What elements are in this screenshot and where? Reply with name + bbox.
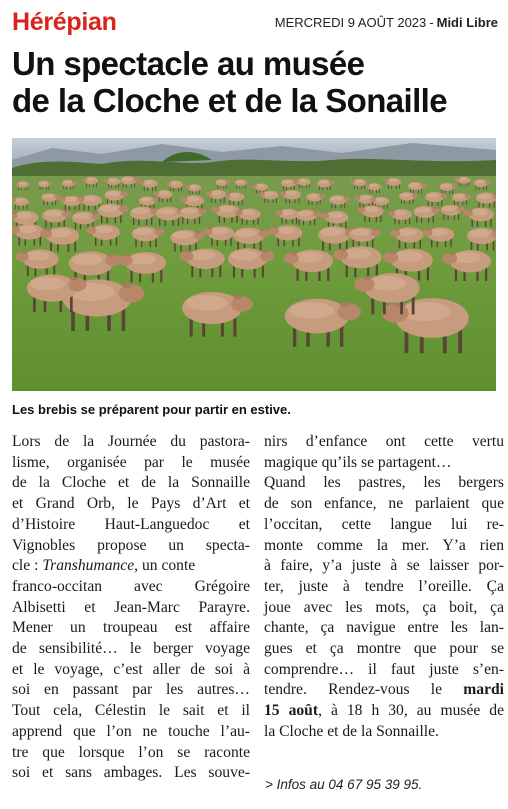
body-line: Quand les pastres, les bergers: [264, 474, 504, 492]
body-line: soi en passant par les autres…: [12, 681, 250, 699]
body-text: cle :: [12, 557, 43, 575]
body-line: tre que lorsque l’on se raconte: [12, 743, 250, 761]
body-line: [264, 680, 504, 701]
event-date: 15 août: [264, 702, 319, 720]
sheep-meadow-illustration: [12, 138, 496, 391]
headline-line-1: Un spectacle au musée: [12, 45, 365, 82]
body-line: d’Histoire Haut-Languedoc et: [12, 515, 250, 533]
article-photo: [12, 138, 496, 391]
body-line: joue avec les mots, ça boit, ça: [264, 598, 504, 616]
body-line: Tout cela, Célestin le sait et il: [12, 702, 250, 720]
body-line: lisme, organisée par le musée: [12, 453, 250, 471]
body-line: apprend que l’on ne touche l’au-: [12, 722, 250, 740]
body-line: soi et sans ambages. Les souve-: [12, 764, 250, 782]
body-line: Albisetti et Jean-Marc Parayre.: [12, 598, 250, 616]
article-headline: [12, 45, 502, 119]
dateline-separator: -: [429, 15, 434, 30]
body-line: Lors de la Journée du pastora-: [12, 433, 250, 450]
body-line: l’occitan, cette langue lui re-: [264, 515, 504, 533]
body-line: chante, ça navigue entre les lan-: [264, 619, 504, 637]
newspaper-name: Midi Libre: [436, 15, 498, 30]
body-text: , un conte: [134, 557, 196, 575]
body-line: de sensibilité… le berger voyage: [12, 640, 250, 658]
body-line: Vignobles propose un specta-: [12, 536, 250, 554]
body-line: de son enfance, ne parlaient que: [264, 495, 504, 513]
dateline: [275, 15, 498, 31]
body-line: monte comme la mer. Y’a rien: [264, 536, 504, 554]
town-name: Hérépian: [12, 8, 117, 36]
body-line: et le voyage, c’est aller de soi à: [12, 660, 250, 678]
body-line: de la Cloche et de la Sonnaille: [12, 474, 250, 492]
body-line: [12, 556, 250, 577]
photo-caption: Les brebis se préparent pour partir en estive.: [12, 402, 291, 417]
body-line: à faire, y’a juste à se laisser por-: [264, 557, 504, 575]
body-line: magique qu’ils se partagent…: [264, 453, 452, 471]
body-line: et Grand Orb, le Pays d’Art et: [12, 495, 250, 513]
body-line: comprendre… il faut juste s’en-: [264, 660, 504, 678]
body-line: gues et ça montre que pour se: [264, 640, 504, 658]
body-line: [264, 701, 504, 722]
show-title: Transhumance: [42, 557, 135, 575]
headline-line-2: de la Cloche et de la Sonaille: [12, 82, 447, 119]
info-phone: > Infos au 04 67 95 39 95.: [265, 777, 423, 792]
body-line: Mener un troupeau est affaire: [12, 619, 250, 637]
article-column-1: [12, 432, 250, 784]
event-day: mardi: [463, 681, 504, 699]
publication-date: MERCREDI 9 AOÛT 2023: [274, 15, 427, 30]
article-column-2: [264, 432, 504, 743]
body-line: nirs d’enfance ont cette vertu: [264, 433, 504, 450]
body-line: franco-occitan avec Grégoire: [12, 577, 250, 595]
body-text: , à 18 h 30, au musée de: [318, 702, 505, 720]
body-text: tendre. Rendez-vous le: [264, 681, 464, 699]
body-line: ter, juste à tendre l’oreille. Ça: [264, 577, 504, 595]
body-line: la Cloche et de la Sonnaille.: [264, 722, 439, 740]
page-header: [12, 6, 502, 38]
